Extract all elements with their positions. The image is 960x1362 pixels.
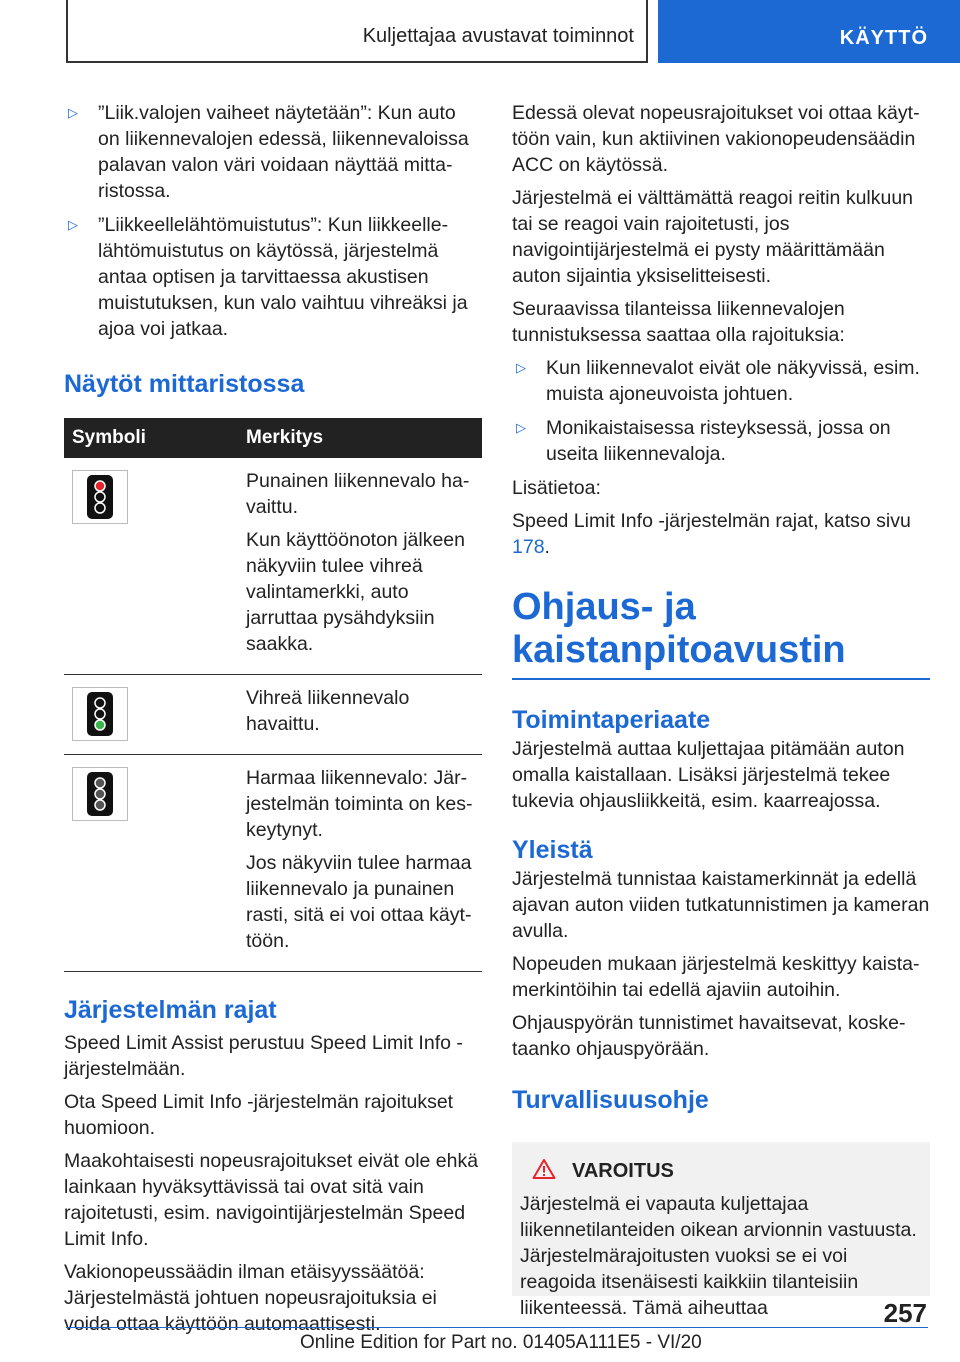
more-info-label: Lisätietoa:: [512, 477, 601, 499]
warning-title: VAROITUS: [572, 1160, 674, 1182]
limits-paragraph: Vakionopeussäädin ilman etäisyyssäätöä: Järjestelmästä johtuen nopeusrajoituksia ei voida ottaa käyttöön automaattisesti.: [64, 1261, 437, 1335]
safety-heading: Turvallisuusohje: [512, 1086, 709, 1114]
symbol-table: [64, 418, 482, 972]
more-info-text: Speed Limit Info -järjestelmän rajat, katso sivu: [512, 510, 911, 532]
page-reference-link[interactable]: 178: [512, 536, 545, 558]
meaning-text: Harmaa liikennevalo: Järjestelmän toiminta on keskeytynyt.: [246, 767, 473, 841]
display-heading: Näytöt mittaristossa: [64, 370, 305, 398]
header-section-box: [66, 0, 648, 63]
general-heading: Yleistä: [512, 836, 593, 864]
header-chapter-tab: [658, 0, 960, 63]
traffic-light-green-icon: [72, 687, 128, 741]
list-item: [64, 100, 482, 204]
bullet-text: Monikaistaisessa risteyksessä, jossa on useita liikennevaloja.: [546, 417, 891, 465]
limits-paragraph: Ota Speed Limit Info -järjestelmän rajoitukset huomioon.: [64, 1091, 454, 1139]
traffic-light-red-icon: [72, 470, 128, 524]
paragraph: Järjestelmä ei välttämättä reagoi reitin kulkuun tai se reagoi vain rajoitetusti, jos navigointijärjestelmä ei pysty määrittämään auton sijaintia yksiselitteisesti.: [512, 187, 914, 287]
warning-text: Järjestelmä ei vapauta kuljettajaa liikennetilanteiden oikean arvionnin vastuusta. Järjestelmärajoitusten vuoksi se ei voi reagoida itsenäisesti kaikkiin tilanteisiin liikenteessä. Tämä aiheuttaa: [520, 1193, 917, 1319]
header-section-title: Kuljettajaa avustavat toiminnot: [362, 25, 634, 47]
chapter-heading-rule: [512, 678, 930, 680]
chapter-heading-line2: kaistanpitoavustin: [512, 629, 846, 671]
column-header-meaning: Merkitys: [246, 427, 324, 448]
principle-heading: Toimintaperiaate: [512, 706, 711, 734]
traffic-light-grey-icon: [72, 767, 128, 821]
general-paragraph: Järjestelmä tunnistaa kaistamerkinnät ja edellä ajavan auton viiden tutkatunnistimen ja kameran avulla.: [512, 868, 930, 942]
chapter-heading: [512, 586, 930, 672]
paragraph: Seuraavissa tilanteissa liikennevalojen tunnistuksessa saattaa olla rajoituksia:: [512, 298, 845, 346]
paragraph: Edessä olevat nopeusrajoitukset voi ottaa käyttöön vain, kun aktiivinen vakionopeudensäädin ACC on käytössä.: [512, 102, 920, 176]
general-paragraph: Ohjauspyörän tunnistimet havaitsevat, kosketaanko ohjauspyörään.: [512, 1012, 906, 1060]
bullet-text: Kun liikennevalot eivät ole näkyvissä, esim. muista ajoneuvoista johtuen.: [546, 357, 920, 405]
meaning-text: Vihreä liikennevalo havaittu.: [246, 687, 410, 735]
warning-triangle-icon: [520, 1158, 572, 1185]
triangle-bullet-icon: ▷: [516, 360, 526, 375]
page-number: 257: [883, 1298, 927, 1328]
bullet-text: ”Liikkeellelähtömuistutus”: Kun liikkeellelähtömuistutus on käytössä, järjestelmä antaa optisen ja tarvittaessa akustisen muistutuksen, kun valo vaihtuu vihreäksi ja ajoa voi jatkaa.: [98, 214, 468, 340]
limits-paragraph: Maakohtaisesti nopeusrajoitukset eivät ole ehkä lainkaan hyväksyttävissä tai ovat sitä vain rajoitetusti, esim. navigointijärjestelmän Speed Limit Info.: [64, 1150, 479, 1250]
principle-text: Järjestelmä auttaa kuljettajaa pitämään auton omalla kaistallaan. Lisäksi järjestelmä tekee tukevia ohjausliikkeitä, esim. kaarreajossa.: [512, 738, 905, 812]
more-info-paragraph: [512, 508, 930, 560]
footer-rule: [66, 1327, 928, 1328]
meaning-text: Kun käyttöönoton jälkeen näkyviin tulee vihreä valintamerkki, auto jarruttaa pysähdyksiin saakka.: [246, 529, 465, 655]
list-item: [64, 212, 482, 342]
limits-paragraph: Speed Limit Assist perustuu Speed Limit Info -järjestelmään.: [64, 1032, 463, 1080]
table-row: [64, 458, 482, 675]
table-row: [64, 675, 482, 755]
table-row: [64, 755, 482, 972]
column-header-symbol: Symboli: [72, 427, 146, 448]
left-column: [64, 100, 482, 1344]
limits-heading: Järjestelmän rajat: [64, 996, 277, 1024]
list-item: [512, 415, 930, 467]
meaning-text: Jos näkyviin tulee harmaa liikennevalo ja punainen rasti, sitä ei voi ottaa käyttöön.: [246, 852, 472, 952]
triangle-bullet-icon: ▷: [68, 105, 78, 120]
bullet-text: ”Liik.valojen vaiheet näytetään”: Kun auto on liikennevalojen edessä, liikennevaloissa palavan valon väri voidaan näyttää mittaristossa.: [98, 102, 469, 202]
triangle-bullet-icon: ▷: [68, 217, 78, 232]
more-info-end: .: [544, 536, 550, 558]
footer-edition: Online Edition for Part no. 01405A111E5 - VI/20: [300, 1332, 702, 1353]
list-item: [512, 355, 930, 407]
warning-title-row: [520, 1158, 922, 1185]
triangle-bullet-icon: ▷: [516, 420, 526, 435]
chapter-heading-line1: Ohjaus- ja: [512, 586, 696, 628]
general-paragraph: Nopeuden mukaan järjestelmä keskittyy kaistamerkintöihin tai edellä ajaviin autoihin.: [512, 953, 920, 1001]
table-header-row: [64, 418, 482, 458]
header-chapter-title: KÄYTTÖ: [839, 27, 928, 49]
meaning-text: Punainen liikennevalo havaittu.: [246, 470, 470, 518]
